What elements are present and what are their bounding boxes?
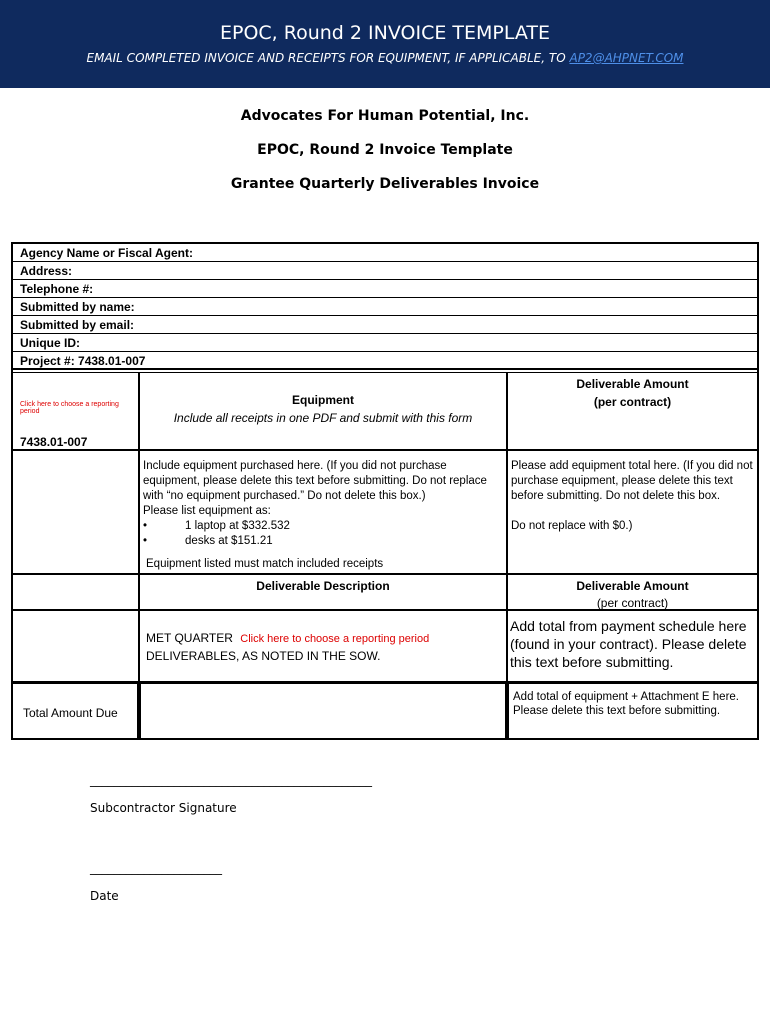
equipment-amount-header-cell xyxy=(507,372,759,450)
total-amount-cell[interactable] xyxy=(507,682,759,740)
deliverable-period-dropdown[interactable]: Click here to choose a reporting period xyxy=(240,633,430,645)
date-line[interactable]: ______________________ xyxy=(90,861,222,875)
equipment-instructions: Include equipment purchased here. (If you did not purchase equipment, please delete this text before submitting. Do not replace with “no equipment purchased.” Do not delete this box.) xyxy=(143,460,487,502)
submitted-email-field[interactable]: Submitted by email: xyxy=(13,316,757,334)
equipment-subheader: Include all receipts in one PDF and submit with this form xyxy=(173,411,473,425)
equipment-instructions-2: Please list equipment as: xyxy=(143,505,271,517)
equipment-amount-header: Deliverable Amount xyxy=(576,377,689,391)
equipment-list-cell[interactable] xyxy=(139,450,507,574)
met-quarter-rest: DELIVERABLES, AS NOTED IN THE SOW. xyxy=(146,649,381,663)
met-quarter-text: MET QUARTER xyxy=(146,631,233,645)
deliverable-amount-cell[interactable] xyxy=(507,610,759,682)
invoice-form xyxy=(11,242,759,742)
deliverable-description-cell xyxy=(139,610,507,682)
deliverable-amount-header-cell xyxy=(507,574,759,610)
total-blank-cell xyxy=(139,682,507,740)
date-label: Date xyxy=(90,889,119,903)
deliverable-amount-subheader: (per contract) xyxy=(596,596,669,610)
signature-label: Subcontractor Signature xyxy=(90,801,237,815)
equipment-header-cell xyxy=(139,372,507,450)
equipment-item-text: desks at $151.21 xyxy=(185,535,273,547)
email-link[interactable]: AP2@AHPNET.COM xyxy=(569,51,684,65)
total-label-cell xyxy=(11,682,139,740)
equipment-header: Equipment xyxy=(292,393,354,407)
header-banner xyxy=(0,0,770,88)
total-instructions: Add total of equipment + Attachment E here. Please delete this text before submitting. xyxy=(513,691,739,717)
project-field: Project #: 7438.01-007 xyxy=(13,352,757,370)
deliverable-amount-instructions: Add total from payment schedule here (found in your contract). Please delete this text before submitting. xyxy=(510,618,747,670)
equipment-blank-cell xyxy=(11,450,139,574)
invoice-title: Grantee Quarterly Deliverables Invoice xyxy=(230,176,540,192)
equipment-amount-cell[interactable] xyxy=(507,450,759,574)
deliverable-header: Deliverable Description xyxy=(256,579,390,593)
agency-info-box xyxy=(11,242,759,372)
project-code: 7438.01-007 xyxy=(20,435,88,449)
equipment-amount-instructions-2: Do not replace with $0.) xyxy=(511,520,633,532)
deliverable-blank-cell xyxy=(11,610,139,682)
agency-field[interactable]: Agency Name or Fiscal Agent: xyxy=(13,244,757,262)
address-field[interactable]: Address: xyxy=(13,262,757,280)
signature-line[interactable]: _______________________________________________ xyxy=(90,773,372,787)
org-name: Advocates For Human Potential, Inc. xyxy=(240,108,530,124)
equipment-footer: Equipment listed must match included receipts xyxy=(146,558,384,570)
deliverable-blank-header xyxy=(11,574,139,610)
equipment-item: • 1 laptop at $332.532 xyxy=(143,520,290,532)
submitted-name-field[interactable]: Submitted by name: xyxy=(13,298,757,316)
met-quarter-line xyxy=(146,631,429,645)
equipment-item-text: 1 laptop at $332.532 xyxy=(185,520,290,532)
unique-id-field[interactable]: Unique ID: xyxy=(13,334,757,352)
banner-subtitle xyxy=(0,51,770,65)
equipment-amount-subheader: (per contract) xyxy=(593,395,672,409)
period-cell xyxy=(11,372,139,450)
deliverable-amount-header: Deliverable Amount xyxy=(576,579,689,593)
equipment-item: • desks at $151.21 xyxy=(143,535,273,547)
equipment-amount-instructions: Please add equipment total here. (If you did not purchase equipment, please delete this text before submitting. Do not delete this box. xyxy=(511,460,753,502)
period-dropdown[interactable]: Click here to choose a reporting period xyxy=(20,401,119,415)
template-title: EPOC, Round 2 Invoice Template xyxy=(257,142,513,158)
telephone-field[interactable]: Telephone #: xyxy=(13,280,757,298)
banner-subtitle-text: EMAIL COMPLETED INVOICE AND RECEIPTS FOR EQUIPMENT, IF APPLICABLE, TO xyxy=(86,51,570,65)
banner-title: EPOC, Round 2 INVOICE TEMPLATE xyxy=(219,22,550,44)
total-label: Total Amount Due xyxy=(23,706,118,720)
deliverable-header-cell xyxy=(139,574,507,610)
